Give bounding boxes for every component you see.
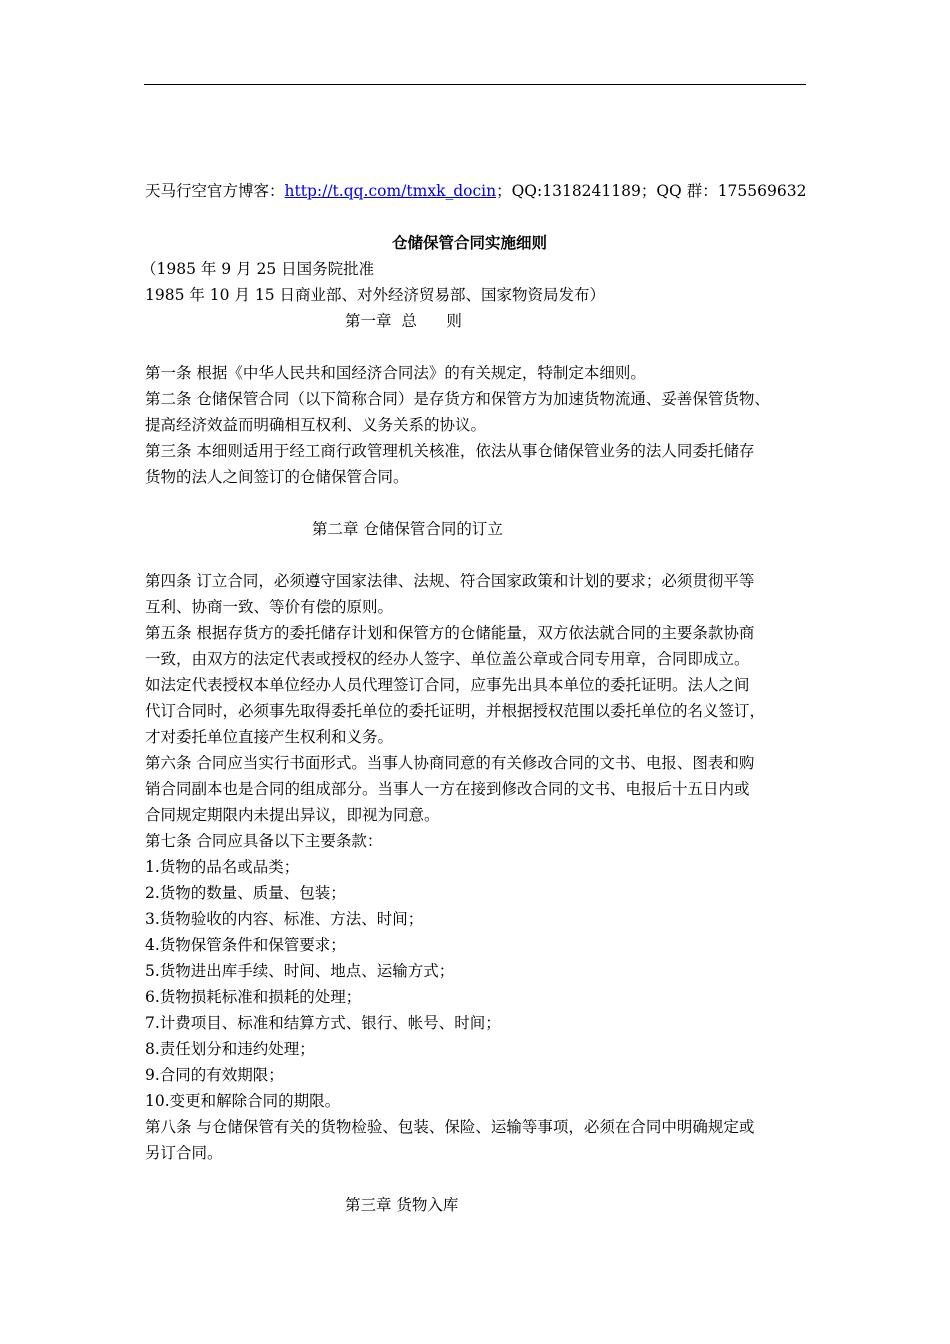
- chapter-2-line: 如法定代表授权本单位经办人员代理签订合同，应事先出具本单位的委托证明。法人之间: [145, 676, 750, 694]
- clause-list-item: 5.货物进出库手续、时间、地点、运输方式；: [145, 962, 455, 980]
- clause-list-item: 9.合同的有效期限；: [145, 1066, 284, 1084]
- chapter-2-line: 一致，由双方的法定代表或授权的经办人签字、单位盖公章或合同专用章，合同即成立。: [145, 650, 750, 668]
- approval-line-2: 1985 年 10 月 15 日商业部、对外经济贸易部、国家物资局发布）: [145, 286, 606, 304]
- header-rule: [144, 84, 806, 85]
- chapter-2-line: 才对委托单位直接产生权利和义务。: [145, 728, 394, 746]
- chapter-2-line: 第六条 合同应当实行书面形式。当事人协商同意的有关修改合同的文书、电报、图表和购: [145, 754, 755, 772]
- chapter-2-line: 代订合同时，必须事先取得委托单位的委托证明，并根据授权范围以委托单位的名义签订，: [145, 702, 766, 720]
- chapter-2-line: 销合同副本也是合同的组成部分。当事人一方在接到修改合同的文书、电报后十五日内或: [145, 780, 750, 798]
- chapter-2-line: 互利、协商一致、等价有偿的原则。: [145, 598, 394, 616]
- chapter-1-line: 第一条 根据《中华人民共和国经济合同法》的有关规定，特制定本细则。: [145, 364, 646, 382]
- approval-line-1: （1985 年 9 月 25 日国务院批准: [141, 260, 375, 278]
- chapter-1-line: 提高经济效益而明确相互权利、义务关系的协议。: [145, 416, 487, 434]
- blog-contact-line: [145, 178, 806, 204]
- clause-list-item: 1.货物的品名或品类；: [145, 858, 300, 876]
- chapter-2-line: 第八条 与仓储保管有关的货物检验、包装、保险、运输等事项，必须在合同中明确规定或: [145, 1118, 755, 1136]
- clause-list-item: 2.货物的数量、质量、包装；: [145, 884, 346, 902]
- chapter-2-line: 第五条 根据存货方的委托储存计划和保管方的仓储能量，双方依法就合同的主要条款协商: [145, 624, 755, 642]
- clause-list-item: 6.货物损耗标准和损耗的处理；: [145, 988, 362, 1006]
- clause-list-item: 8.责任划分和违约处理；: [145, 1040, 315, 1058]
- chapter-2-line: 第四条 订立合同，必须遵守国家法律、法规、符合国家政策和计划的要求；必须贯彻平等: [145, 572, 755, 590]
- clause-list-item: 10.变更和解除合同的期限。: [145, 1092, 341, 1110]
- clause-list-item: 7.计费项目、标准和结算方式、银行、帐号、时间；: [145, 1014, 501, 1032]
- chapter-2-line: 第七条 合同应具备以下主要条款：: [145, 832, 383, 850]
- clause-list-item: 3.货物验收的内容、标准、方法、时间；: [145, 910, 424, 928]
- chapter-1-line: 第三条 本细则适用于经工商行政管理机关核准，依法从事仓储保管业务的法人同委托储存: [145, 442, 755, 460]
- blog-label: 天马行空官方博客：: [145, 182, 285, 200]
- chapter-2-title: 第二章 仓储保管合同的订立: [312, 520, 503, 538]
- clause-list-item: 4.货物保管条件和保管要求；: [145, 936, 346, 954]
- chapter-2-line: 合同规定期限内未提出异议，即视为同意。: [145, 806, 440, 824]
- document-title: 仓储保管合同实施细则: [392, 233, 548, 252]
- chapter-2-line: 另订合同。: [145, 1144, 223, 1162]
- chapter-1-title: 第一章 总 则: [345, 312, 462, 330]
- chapter-1-line: 货物的法人之间签订的仓储保管合同。: [145, 468, 409, 486]
- chapter-1-line: 第二条 仓储保管合同（以下简称合同）是存货方和保管方为加速货物流通、妥善保管货物、: [145, 390, 770, 408]
- chapter-3-title: 第三章 货物入库: [345, 1196, 459, 1214]
- blog-link[interactable]: http://t.qq.com/tmxk_docin: [284, 182, 497, 200]
- contact-info: ；QQ:1318241189；QQ 群：175569632: [496, 182, 807, 200]
